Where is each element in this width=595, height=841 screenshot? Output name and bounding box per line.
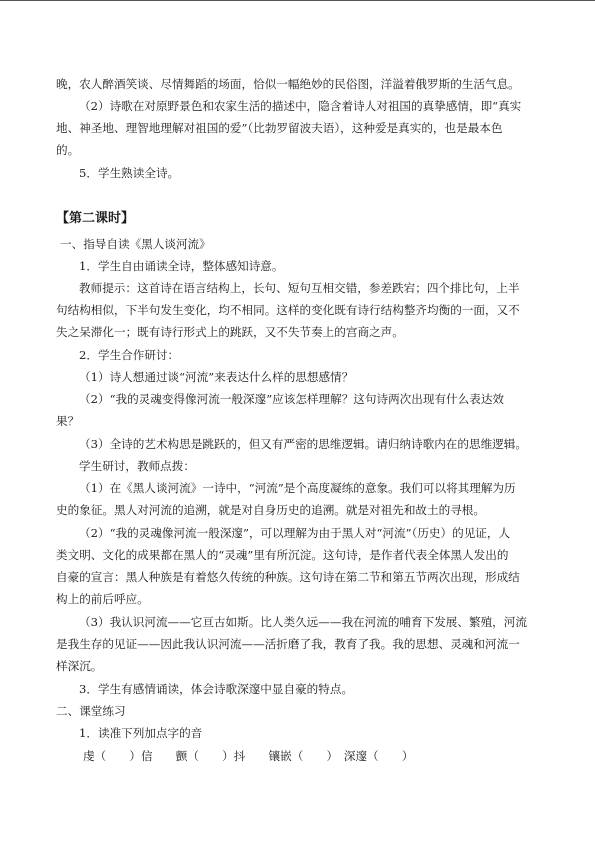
text-line: 3．学生有感情诵读，体会诗歌深邃中显自豪的特点。 — [79, 682, 354, 696]
text-line: （1）在《黑人谈河流》一诗中，“河流”是个高度凝练的意象。我们可以将其理解为历 — [79, 481, 516, 495]
text-line: （2）“我的灵魂变得像河流一般深邃”应该怎样理解？这句诗两次出现有什么表达效 — [79, 392, 505, 406]
text-line: 果？ — [56, 414, 80, 428]
text-line: 是我生存的见证——因此我认识河流——活折磨了我，教育了我。我的思想、灵魂和河流一 — [56, 637, 520, 651]
page-top-border — [0, 0, 595, 1]
text-line: 2．学生合作研讨： — [79, 348, 180, 362]
text-line: 学生研讨，教师点拨： — [79, 459, 195, 473]
text-line: （1）诗人想通过谈“河流”来表达什么样的思想感情？ — [79, 370, 354, 384]
text-line: 自豪的宣言：黑人种族是有着悠久传统的种族。这句诗在第二节和第五节两次出现，形成结 — [56, 570, 520, 584]
text-line: 史的象征。黑人对河流的追溯，就是对自身历史的追溯。就是对祖先和故土的寻根。 — [56, 503, 485, 517]
text-line: 1．读准下列加点字的音 — [79, 726, 203, 740]
section-title: 一、指导自读《黑人谈河流》 — [60, 237, 211, 251]
text-line: 5．学生熟读全诗。 — [79, 166, 180, 180]
text-line: （2）诗歌在对原野景色和农家生活的描述中，隐含着诗人对祖国的真挚感情，即“真实 — [79, 99, 522, 113]
text-line: 晚，农人醉酒笑谈、尽情舞蹈的场面，恰似一幅绝妙的民俗图，洋溢着俄罗斯的生活气息。 — [56, 77, 520, 91]
text-line: 类文明、文化的成果都在黑人的“灵魂”里有所沉淀。这句诗，是作者代表全体黑人发出的 — [56, 548, 509, 562]
text-line: 句结构相似，下半句发生变化，均不相同。这样的变化既有诗行结构整齐均衡的一面，又不 — [56, 303, 520, 317]
text-line: 失之呆滞化一；既有诗行形式上的跳跃，又不失节奏上的宫商之声。 — [56, 325, 404, 339]
section-title: 二、课堂练习 — [56, 704, 126, 718]
text-line: 教师提示：这首诗在语言结构上，长句、短句互相交错，参差跌宕；四个排比句，上半 — [79, 281, 520, 295]
text-line: 样深沉。 — [56, 659, 103, 673]
text-line: （3）全诗的艺术构思是跳跃的，但又有严密的思维逻辑。请归纳诗歌内在的思维逻辑。 — [79, 437, 527, 451]
text-line: （3）我认识河流——它亘古如斯。比人类久远——我在河流的哺育下发展、繁殖，河流 — [79, 615, 527, 629]
text-line: 的。 — [56, 143, 80, 157]
text-line: （2）“我的灵魂像河流一般深邃”，可以理解为由于黑人对“河流”（历史）的见证，人 — [79, 526, 511, 540]
pronunciation-exercise: 虔（ ）信 颤（ ）抖 镶嵌（ ） 深邃（ ） — [83, 749, 414, 763]
text-line: 1．学生自由诵读全诗，整体感知诗意。 — [79, 259, 284, 273]
text-line: 地、神圣地、理智地理解对祖国的爱”（比勃罗留波夫语），这种爱是真实的，也是最本色 — [56, 121, 503, 135]
section-heading: 【第二课时】 — [56, 211, 135, 226]
text-line: 构上的前后呼应。 — [56, 592, 149, 606]
